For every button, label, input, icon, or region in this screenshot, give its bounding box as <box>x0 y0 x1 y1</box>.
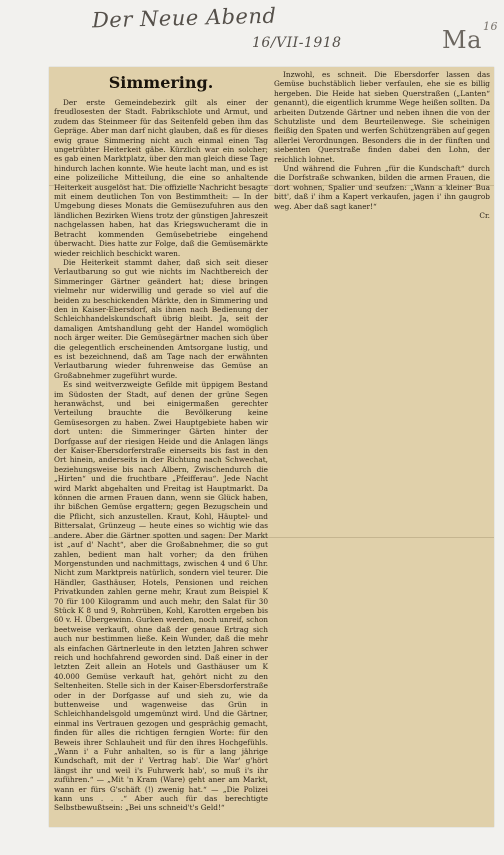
article-paragraph: Es sind weitverzweigte Gefilde mit üppigem Bestand im Südosten der Stadt, auf denen der grüne Segen heranwächst, und bei einigermaßen gerechter Verteilung brauchte die Bevölkerung keine Gemüsesorgen zu haben. Zwei Hauptgebiete haben wir dort unten: die Simmeringer Gärten hinter der Dorfgasse auf der riesigen Heide und die Anlagen längs der Kaiser-Ebersdorferstraße einerseits bis fast in den Ort hinein, anderseits in der Richtung nach Schwechat, beziehungsweise bis nach Albern, Zwischendurch die „Hirten“ und die fruchtbare „Pfeifferau“. Jede Nacht wird Markt abgehalten und Freitag ist Hauptmarkt. Da können die armen Frauen dann, wenn sie Glück haben, ihr bißchen Gemüse ergattern; gegen Bezugschein und die Pflicht, sich anzustellen. Kraut, Kohl, Häuptel- und Bittersalat, Grünzeug — heute eines so wichtig wie das andere. Aber die Gärtner spotten und sagen: Der Markt ist „auf d' Nacht“, aber die Großabnehmer, die so gut zahlen, bedient man halt vorher; da den frühen Morgenstunden und nachmittags, zwischen 4 und 6 Uhr. Nicht zum Marktpreis natürlich, sondern viel teurer. Die Händler, Gasthäuser, Hotels, Pensionen und reichen Privatkunden zahlen gerne mehr, Kraut zum Beispiel K 70 für 100 Kilogramm und auch mehr, den Salat für 30 Stück K 8 und 9, Rohrrüben, Kohl, Karotten ergeben bis 60 v. H. Übergewinn. Gurken werden, noch unreif, schon beetweise verkauft, ohne daß der genaue Ertrag sich auch nur bestimmen ließe. Kein Wunder, daß die mehr als einfachen Gärtnerleute in den letzten Jahren schwer reich und hochfahrend geworden sind. Daß einer in der letzten Zeit allein an Hotels und Gasthäuser um K 40.000 Gemüse verkauft hat, gehört nicht zu den Seltenheiten. Stelle sich in der Kaiser-Ebersdorferstraße oder in der Dorfgasse auf und sieh zu, wie da buttenweise und wagenweise das Grün in Schleichhandelsgold umgemünzt wird. Und die Gärtner, einmal ins Vertrauen gezogen und gesprächig gemacht, finden für alles die richtigen ferngien Worte: für den Beweis ihrer Schlauheit und für den ihres Hochgefühls. „Wann i' a Fuhr anhalten, so is für a lang jährige Kundschaft, mit der i' Vertrag hab'. Die War' g'hört längst ihr und weil i's Fuhrwerk hab', so muß i's ihr zuführen.“ — „Mit 'n Kram (Ware) geht aner am Markt, wann er fürs G'schäft (!) zwenig hat.“ — „Die Polizei kann uns . . .“ Aber auch für das berechtigte Selbstbewußtsein: „Bei uns schneid't's Geld!“ <box>54 380 268 813</box>
article-signature: Cr. <box>479 211 490 221</box>
handwritten-date: 16/VII-1918 <box>252 35 342 51</box>
article-paragraph: Und während die Fuhren „für die Kundschaft“ durch die Dorfstraße schwanken, bilden die armen Frauen, die dort wohnen, Spalier und seufzen: „Wann a kleiner Bua bitt', daß i' ihm a Kapert verkaufen, jagen i' ihn gaugrob weg. Aber daß sagt kaner!“ <box>274 164 490 211</box>
newspaper-clipping <box>49 67 494 827</box>
article-headline: Simmering. <box>108 73 214 92</box>
handwritten-page-number: 16 <box>483 20 498 33</box>
article-left-column <box>54 72 268 822</box>
article-paragraph: Inzwohl, es schneit. Die Ebersdorfer lassen das Gemüse buchstäblich lieber verfaulen, ehe sie es billig hergeben. Die Heide hat sieben Querstraßen („Lanten“ genannt), die eigentlich krumme Wege heißen sollten. Da arbeiten Dutzende Gärtner und neben ihnen die von der Schutzliste und dem Beurteilenwege. Sie scheinigen fleißig den Spaten und werfen Schützengräben auf gegen allerlei Verordnungen. Besonders die in der fünften und siebenten Querstraße finden dabei den Lohn, der reichlich lohnet. <box>274 70 490 164</box>
article-right-column <box>274 70 490 221</box>
handwritten-initials: Ma <box>442 26 482 54</box>
article-paragraph: Der erste Gemeindebezirk gilt als einer der freudlosesten der Stadt. Fabrikschlote und Armut, und zudem das Steinmeer für das Seitenfeld geben ihm das Gepräge. Aber man darf nicht glauben, daß es für dieses ewig graue Simmering nicht auch einmal einen Tag ungetrübter Heiterkeit gäbe. Kürzlich war ein solcher; es gab einen Marktplatz, über den man gleich diese Tage hindurch lachen konnte. Wie heute lacht man, und es ist eine polizeiliche Mitteilung, die eine so anhaltende Heiterkeit ausgelöst hat. Die offizielle Nachricht besagte mit einem deutlichen Ton von Bestimmtheit: — In der Umgebung dieses Monats die Gemüsezufuhren aus den ländlichen Bezirken Wiens trotz der günstigen Jahreszeit nachgelassen haben, hat das Kriegswucheramt die in Betracht kommenden Gemüsebetriebe eingehend überwacht. Dies hatte zur Folge, daß die Gemüsemärkte wieder reichlich beschickt waren. <box>54 98 268 258</box>
article-paragraph: Die Heiterkeit stammt daher, daß sich seit dieser Verlautbarung so gut wie nichts im Nachtbereich der Simmeringer Gärtner geändert hat; diese bringen vielmehr nur widerwillig und gerade so viel auf die beiden zu beschickenden Märkte, den in Simmering und den in Kaiser-Ebersdorf, als ihnen nach Bedienung der Schleichhandelskundschaft übrig bleibt. Ja, seit der damaligen Amtshandlung geht der Handel womöglich noch ärger weiter. Die Gemüsegärtner machen sich über die gelegentlich erscheinenden Amtsorgane lustig, und es ist bezeichnend, daß am Tage nach der erwähnten Verlautbarung wieder fuhrenweise das Gemüse an Großabnehmer zugeführt wurde. <box>54 257 268 380</box>
handwritten-publication-title: Der Neue Abend <box>91 3 277 33</box>
